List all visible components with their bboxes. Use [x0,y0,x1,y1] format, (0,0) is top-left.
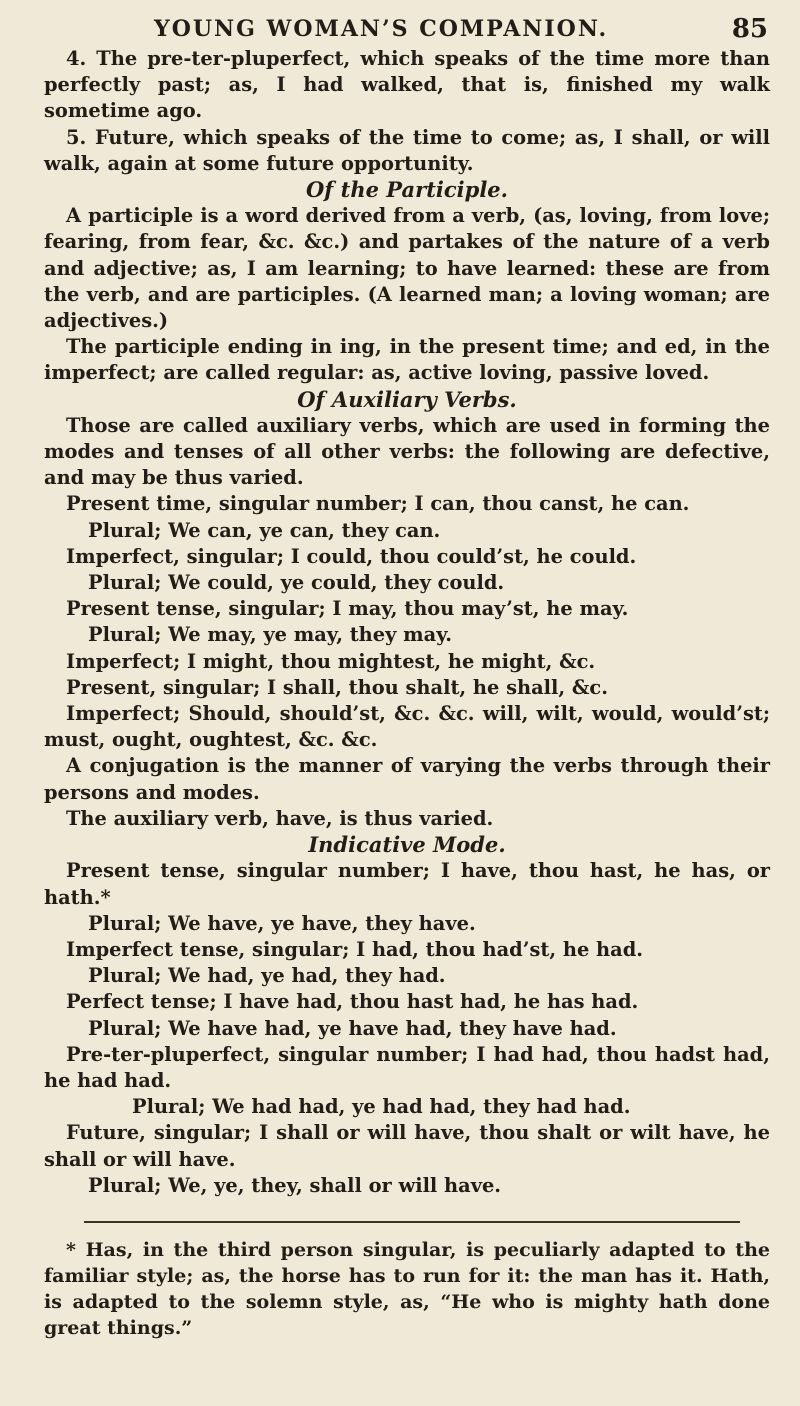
footnote-text: * Has, in the third person singular, is peculiarly adapted to the familiar style; as, the horse has to run for it: the man has it. Hath, is adapted to the solemn style, as, “He who is mighty hath done great things.” [44,1238,770,1339]
footnote-rule [84,1221,740,1223]
paradigm-line: Present time, singular number; I can, thou canst, he can. [66,492,690,516]
paragraph: The participle ending in ing, in the present time; and ed, in the imperfect; are called regular: as, active loving, passive loved. [44,335,770,385]
paradigm-line: Imperfect; I might, thou mightest, he might, &c. [66,649,596,673]
paragraph: 4. The pre-ter-pluperfect, which speaks of the time more than perfectly past; as, I had walked, that is, finished my walk sometime ago. [44,47,770,123]
section-heading: Of Auxiliary Verbs. [297,386,517,412]
paradigm-line: Plural; We have had, ye have had, they have had. [88,1016,617,1040]
paradigm-line: Plural; We can, ye can, they can. [88,518,441,542]
paradigm-line: Plural; We may, ye may, they may. [88,623,453,647]
page-number: 85 [731,14,768,44]
paragraph: 5. Future, which speaks of the time to come; as, I shall, or will walk, again at some future opportunity. [44,125,770,175]
paradigm-line: Plural; We had, ye had, they had. [88,964,446,988]
section-heading: Indicative Mode. [308,832,506,858]
paradigm-line: Plural; We had had, ye had had, they had had. [132,1095,631,1119]
paradigm-line: Perfect tense; I have had, thou hast had, he has had. [66,990,639,1014]
paradigm-line: Plural; We could, ye could, they could. [88,571,505,595]
paradigm-line: Plural; We have, ye have, they have. [88,911,476,935]
paradigm-line: Present tense, singular number; I have, thou hast, he has, or hath.* [44,859,770,909]
paragraph: The auxiliary verb, have, is thus varied. [66,806,494,830]
paradigm-line: Present, singular; I shall, thou shalt, he shall, &c. [66,675,608,699]
page-header [44,12,770,46]
section-heading: Of the Participle. [306,177,508,203]
paradigm-line: Imperfect; Should, should’st, &c. &c. will, wilt, would, would’st; must, ought, oughtest, &c. &c. [44,702,770,752]
paradigm-line: Plural; We, ye, they, shall or will have. [88,1173,502,1197]
paradigm-line: Imperfect tense, singular; I had, thou had’st, he had. [66,937,644,961]
paradigm-line: Pre-ter-pluperfect, singular number; I had had, thou hadst had, he had had. [44,1042,770,1092]
paradigm-line: Present tense, singular; I may, thou may’st, he may. [66,597,629,621]
paradigm-line: Imperfect, singular; I could, thou could’st, he could. [66,544,637,568]
footnote [44,1237,770,1341]
paragraph: A conjugation is the manner of varying the verbs through their persons and modes. [44,754,770,804]
page-body [44,46,770,1199]
running-head: YOUNG WOMAN’S COMPANION. [154,16,609,42]
paragraph: Those are called auxiliary verbs, which are used in forming the modes and tenses of all other verbs: the following are defective, and may be thus varied. [44,413,770,490]
paradigm-line: Future, singular; I shall or will have, thou shalt or wilt have, he shall or will have. [44,1121,770,1171]
paragraph: A participle is a word derived from a verb, (as, loving, from love; fearing, from fear, &c. &c.) and partakes of the nature of a verb and adjective; as, I am learning; to have learned: these are from the verb, and are participles. (A learned man; a loving woman; are adjectives.) [44,204,770,333]
